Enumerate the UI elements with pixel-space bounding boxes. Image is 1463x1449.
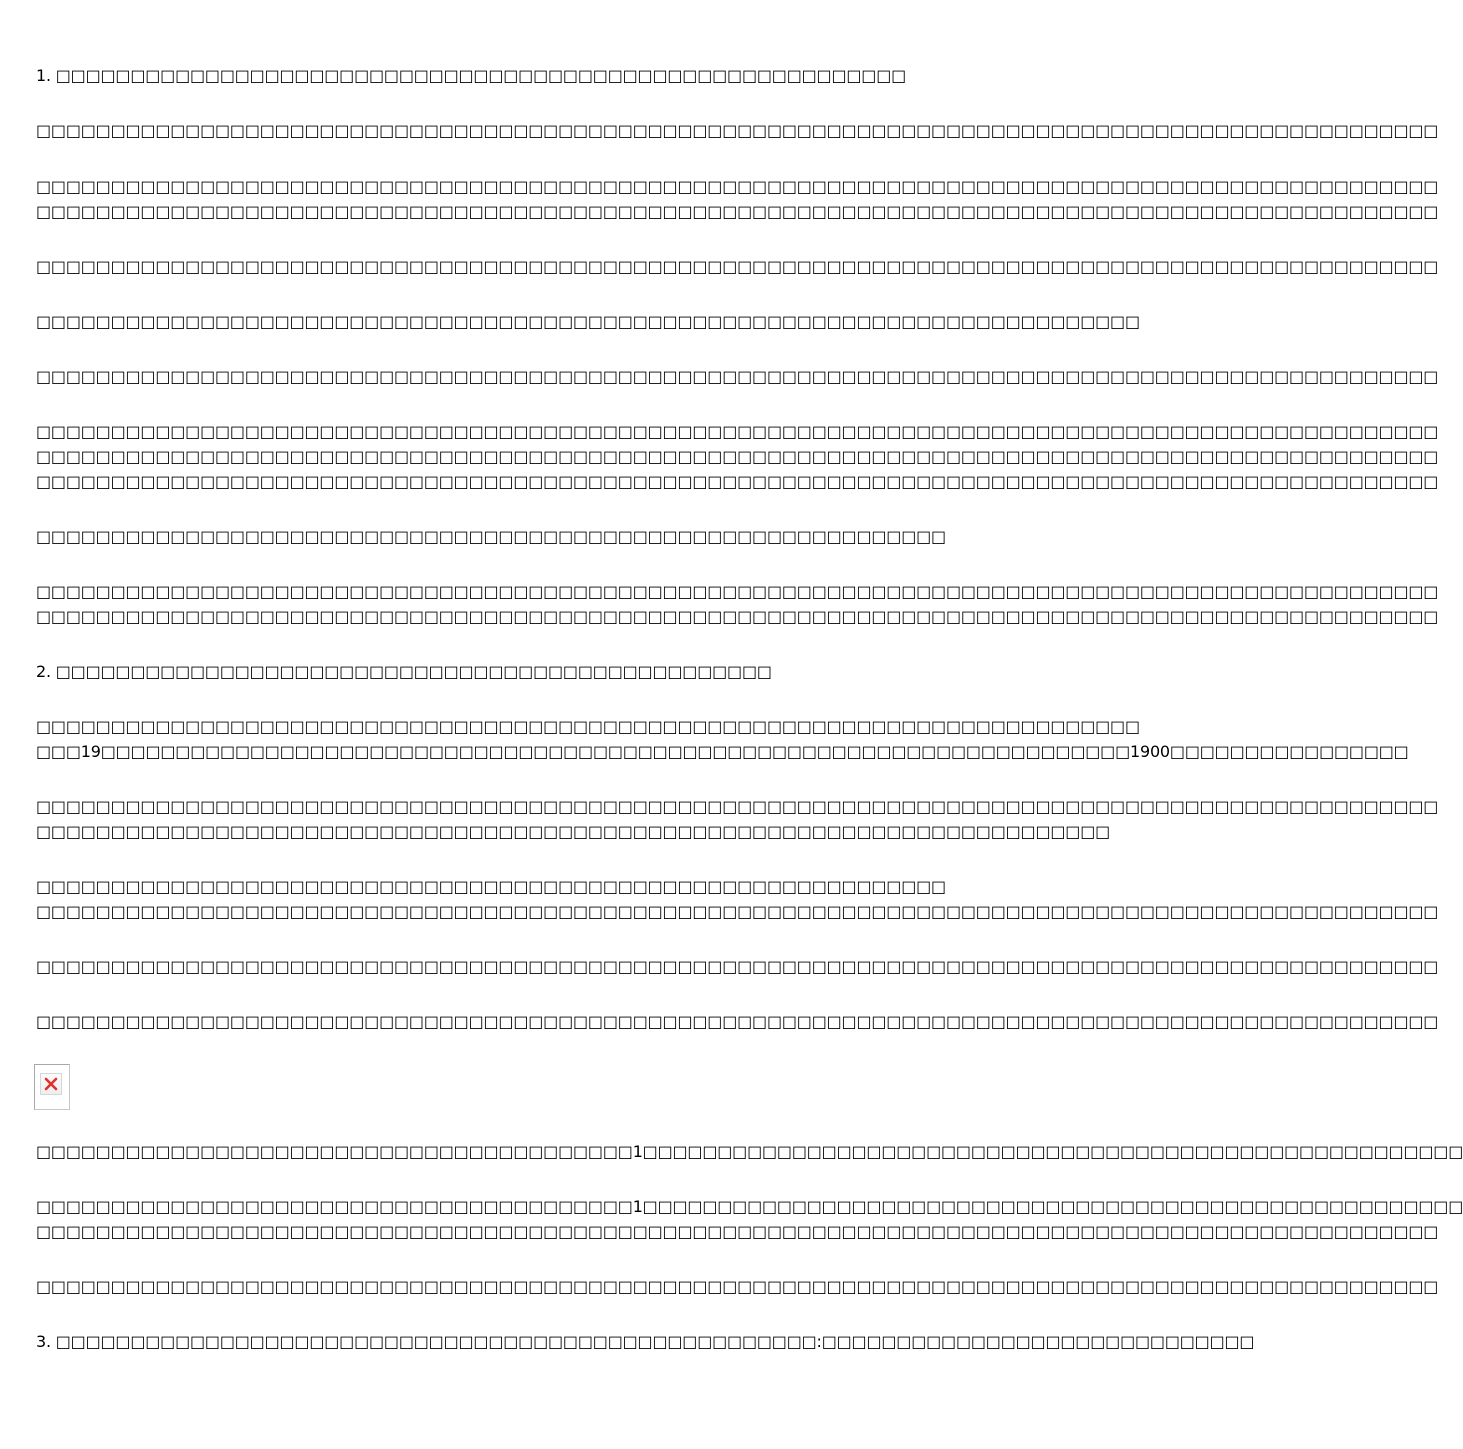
broken-image-placeholder <box>34 1064 70 1110</box>
broken-image-icon <box>40 1073 62 1095</box>
paragraph-line: □□□□□□□□□□□□□□□□□□□□□□□□□□□□□□□□□□□□□□□□□□□□□□□□□□□□□□□□□□□□□□□□□□□□□□□□□□ <box>36 717 1140 736</box>
paragraph-line: □□□□□□□□□□□□□□□□□□□□□□□□□□□□□□□□□□□□□□□□□□□□□□□□□□□□□□□□□□□□□□□□□□□□□□□□□□□□□□□□□□□□□□□□□□□□□□ <box>36 797 1439 816</box>
paragraph-line: □□□□□□□□□□□□□□□□□□□□□□□□□□□□□□□□□□□□□□□□□□□□□□□□□□□□□□□□□□□□□ <box>36 877 946 896</box>
paragraph-line: □□□□□□□□□□□□□□□□□□□□□□□□□□□□□□□□□□□□□□□□□□□□□□□□□□□□□□□□□□□□□□□□□□□□□□□□□□□□□□□□□□□□□□□□□□□□□□ <box>36 1012 1439 1031</box>
paragraph-line: □□□□□□□□□□□□□□□□□□□□□□□□□□□□□□□□□□□□□□□□□□□□□□□□□□□□□□□□□□□□□□□□□□□□□□□□ <box>36 822 1111 841</box>
paragraph-line: □□□□□□□□□□□□□□□□□□□□□□□□□□□□□□□□□□□□□□□□□□□□□□□□□□□□□□□□□□□□□□□□□□□□□□□□□□□□□□□□□□□□□□□□□□□□□□ <box>36 472 1439 491</box>
paragraph-line: □□□□□□□□□□□□□□□□□□□□□□□□□□□□□□□□□□□□□□□□□□□□□□□□□□□□□□□□□□□□□□□□□□□□□□□□□□□□□□□□□□□□□□□□□□□□□□ <box>36 957 1439 976</box>
heading-section-2: 2. □□□□□□□□□□□□□□□□□□□□□□□□□□□□□□□□□□□□□□□□□□□□□□□□ <box>36 662 772 681</box>
paragraph-line: □□□□□□□□□□□□□□□□□□□□□□□□□□□□□□□□□□□□□□□□□□□□□□□□□□□□□□□□□□□□□□□□□□□□□□□□□□□□□□□□□□□□□□□□□□□□□□ <box>36 121 1439 140</box>
paragraph-line: □□□□□□□□□□□□□□□□□□□□□□□□□□□□□□□□□□□□□□□□□□□□□□□□□□□□□□□□□□□□□□□□□□□□□□□□□□□□□□□□□□□□□□□□□□□□□□ <box>36 1222 1439 1241</box>
paragraph-line: □□□□□□□□□□□□□□□□□□□□□□□□□□□□□□□□□□□□□□□□□□□□□□□□□□□□□□□□□□□□□□□□□□□□□□□□□□□□□□□□□□□□□□□□□□□□□□ <box>36 447 1439 466</box>
paragraph-line: □□□19□□□□□□□□□□□□□□□□□□□□□□□□□□□□□□□□□□□□□□□□□□□□□□□□□□□□□□□□□□□□□□□□□□□□□1900□□□□□□□□□□□□□□□□ <box>36 742 1409 761</box>
paragraph-line: □□□□□□□□□□□□□□□□□□□□□□□□□□□□□□□□□□□□□□□□□□□□□□□□□□□□□□□□□□□□□ <box>36 527 946 546</box>
paragraph-line: □□□□□□□□□□□□□□□□□□□□□□□□□□□□□□□□□□□□□□□□□□□□□□□□□□□□□□□□□□□□□□□□□□□□□□□□□□□□□□□□□□□□□□□□□□□□□□ <box>36 367 1439 386</box>
paragraph-line: □□□□□□□□□□□□□□□□□□□□□□□□□□□□□□□□□□□□□□□□□□□□□□□□□□□□□□□□□□□□□□□□□□□□□□□□□□□□□□□□□□□□□□□□□□□□□□ <box>36 422 1439 441</box>
paragraph-line: □□□□□□□□□□□□□□□□□□□□□□□□□□□□□□□□□□□□□□□□□□□□□□□□□□□□□□□□□□□□□□□□□□□□□□□□□□□□□□□□□□□□□□□□□□□□□□ <box>36 607 1439 626</box>
paragraph-line: □□□□□□□□□□□□□□□□□□□□□□□□□□□□□□□□□□□□□□□□□□□□□□□□□□□□□□□□□□□□□□□□□□□□□□□□□□□□□□□□□□□□□□□□□□□□□□ <box>36 1277 1439 1296</box>
paragraph-line: □□□□□□□□□□□□□□□□□□□□□□□□□□□□□□□□□□□□□□□□1□□□□□□□□□□□□□□□□□□□□□□□□□□□□□□□□□□□□□□□□□□□□□□□□□□□□□□□ <box>36 1142 1463 1161</box>
paragraph-line: □□□□□□□□□□□□□□□□□□□□□□□□□□□□□□□□□□□□□□□□□□□□□□□□□□□□□□□□□□□□□□□□□□□□□□□□□□□□□□□□□□□□□□□□□□□□□□ <box>36 202 1439 221</box>
paragraph-line: □□□□□□□□□□□□□□□□□□□□□□□□□□□□□□□□□□□□□□□□□□□□□□□□□□□□□□□□□□□□□□□□□□□□□□□□□□□□□□□□□□□□□□□□□□□□□□ <box>36 902 1439 921</box>
paragraph-line: □□□□□□□□□□□□□□□□□□□□□□□□□□□□□□□□□□□□□□□□□□□□□□□□□□□□□□□□□□□□□□□□□□□□□□□□□□□□□□□□□□□□□□□□□□□□□□ <box>36 257 1439 276</box>
paragraph-line: □□□□□□□□□□□□□□□□□□□□□□□□□□□□□□□□□□□□□□□□□□□□□□□□□□□□□□□□□□□□□□□□□□□□□□□□□□□□□□□□□□□□□□□□□□□□□□ <box>36 582 1439 601</box>
paragraph-line: □□□□□□□□□□□□□□□□□□□□□□□□□□□□□□□□□□□□□□□□□□□□□□□□□□□□□□□□□□□□□□□□□□□□□□□□□□ <box>36 312 1140 331</box>
heading-section-1: 1. □□□□□□□□□□□□□□□□□□□□□□□□□□□□□□□□□□□□□□□□□□□□□□□□□□□□□□□□□ <box>36 66 907 85</box>
paragraph-line: □□□□□□□□□□□□□□□□□□□□□□□□□□□□□□□□□□□□□□□□□□□□□□□□□□□□□□□□□□□□□□□□□□□□□□□□□□□□□□□□□□□□□□□□□□□□□□ <box>36 177 1439 196</box>
paragraph-line: □□□□□□□□□□□□□□□□□□□□□□□□□□□□□□□□□□□□□□□□1□□□□□□□□□□□□□□□□□□□□□□□□□□□□□□□□□□□□□□□□□□□□□□□□□□□□□□□ <box>36 1197 1463 1216</box>
heading-section-3: 3. □□□□□□□□□□□□□□□□□□□□□□□□□□□□□□□□□□□□□□□□□□□□□□□□□□□:□□□□□□□□□□□□□□□□□□□□□□□□□□□□□ <box>36 1332 1255 1351</box>
